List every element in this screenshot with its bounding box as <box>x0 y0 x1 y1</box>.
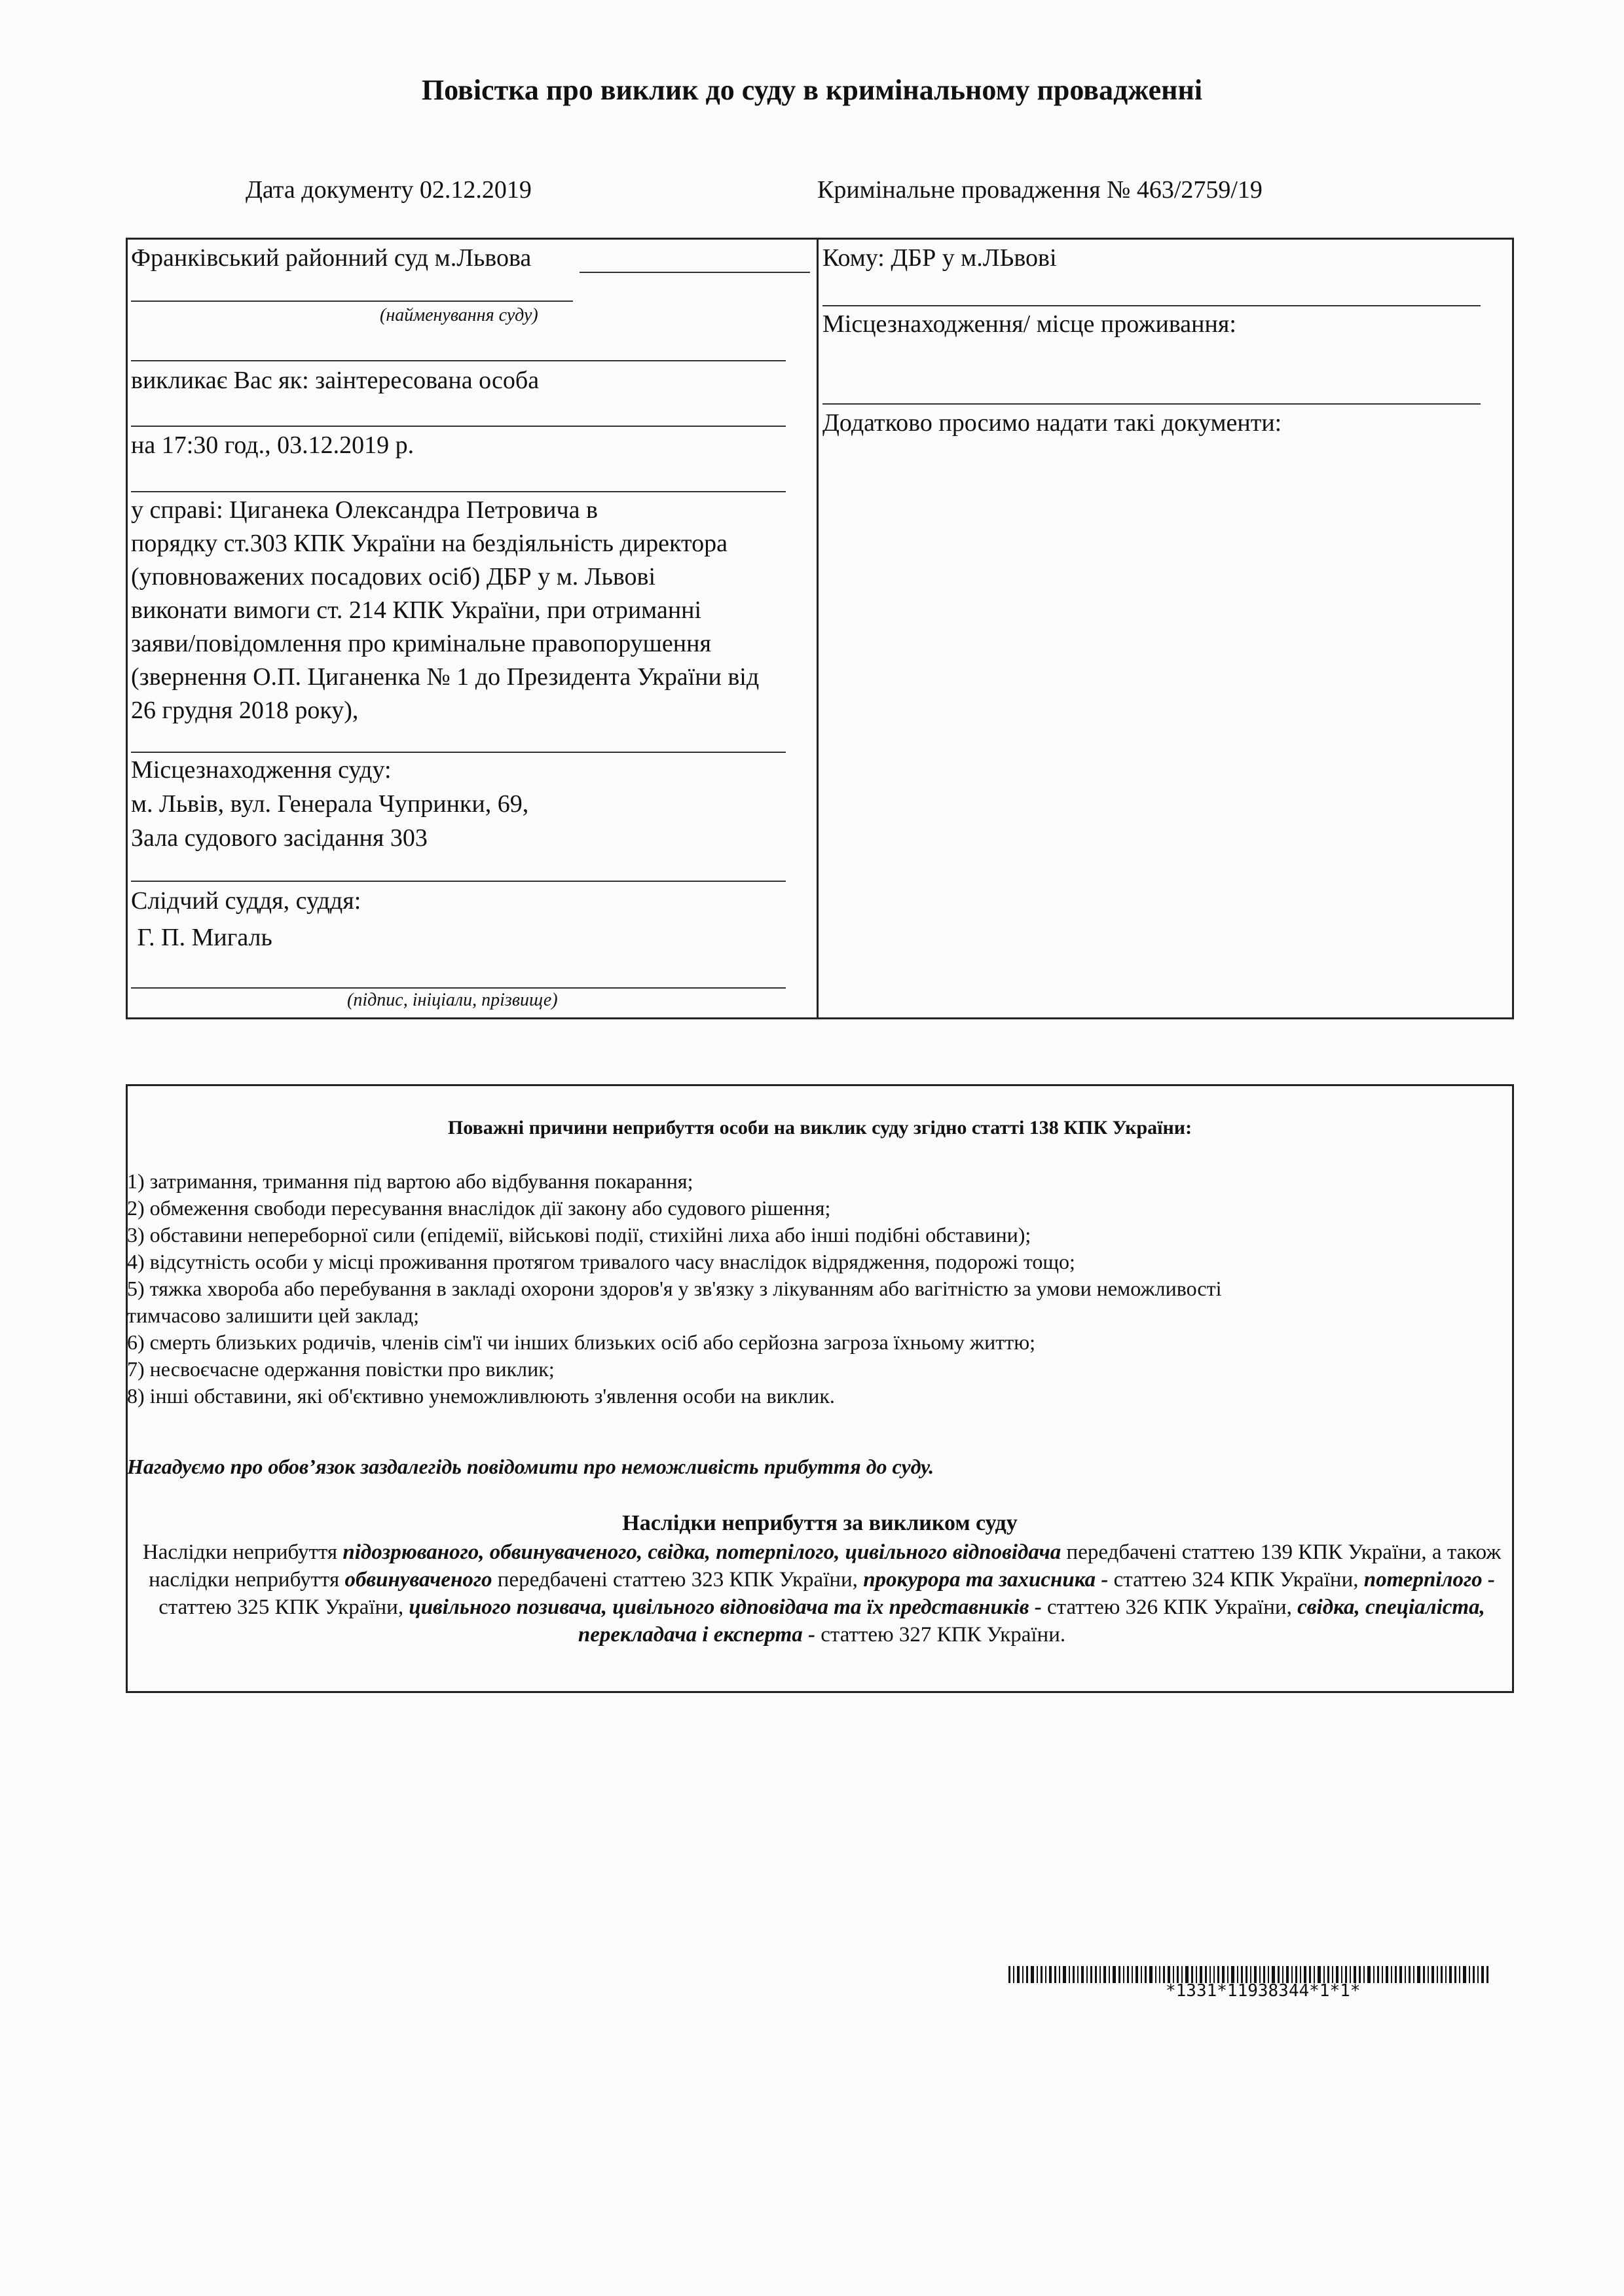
barcode-bar <box>1127 1966 1129 1983</box>
case-line: виконати вимоги ст. 214 КПК України, при отриманні <box>131 596 702 624</box>
barcode-bar <box>1077 1966 1079 1983</box>
line-3 <box>131 491 786 492</box>
line-1 <box>131 360 786 361</box>
barcode-bar <box>1486 1966 1488 1983</box>
barcode-bar <box>1063 1966 1066 1983</box>
consequences-segment: обвинуваченого <box>344 1568 492 1592</box>
court-name: Франківський районний суд м.Львова <box>131 244 532 272</box>
case-line: порядку ст.303 КПК України на бездіяльність директора <box>131 530 728 557</box>
barcode-bar <box>1026 1966 1028 1983</box>
case-description <box>131 494 759 727</box>
consequences-segment: статтею 324 КПК України, <box>1108 1568 1364 1592</box>
barcode-bar <box>1163 1966 1165 1983</box>
court-location-label: Місцезнаходження суду: <box>131 756 392 784</box>
barcode-bar <box>1123 1966 1124 1983</box>
barcode-bar <box>1413 1966 1414 1983</box>
barcode-bar <box>1135 1966 1138 1983</box>
barcode-bar <box>1109 1966 1110 1983</box>
consequences-segment: підозрюваного, обвинуваченого, свідка, потерпілого, цивільного відповідача <box>342 1540 1061 1564</box>
barcode-bar <box>1054 1966 1056 1983</box>
barcode-text: *1331*11938344*1*1* <box>1166 1981 1361 2001</box>
case-line: заяви/повідомлення про кримінальне правопорушення <box>131 630 711 657</box>
list-item: 7) несвоєчасне одержання повістки про виклик; <box>127 1357 555 1381</box>
barcode-bar <box>1449 1966 1452 1983</box>
barcode-bar <box>1454 1966 1456 1983</box>
document-date: Дата документу 02.12.2019 <box>246 176 532 204</box>
barcode-bar <box>1059 1966 1060 1983</box>
documents-label: Додатково просимо надати такі документи: <box>822 409 1282 437</box>
case-line: 26 грудня 2018 року), <box>131 697 359 724</box>
barcode-bar <box>1391 1966 1392 1983</box>
consequences-segment: статтею 327 КПК України. <box>815 1623 1066 1647</box>
barcode-bar <box>1159 1966 1160 1983</box>
barcode-bar <box>1399 1966 1402 1983</box>
list-item: 6) смерть близьких родичів, членів сім'ї чи інших близьких осіб або серйозна загроза їхньому життю; <box>127 1330 1036 1354</box>
case-line: (звернення О.П. Циганенка № 1 до Президента України від <box>131 663 760 691</box>
list-item: 8) інші обставини, які об'єктивно унеможливлюють з'явлення особи на виклик. <box>127 1384 835 1408</box>
list-item: 1) затримання, тримання під вартою або відбування покарання; <box>127 1169 693 1193</box>
judge-label: Слідчий суддя, суддя: <box>131 887 361 915</box>
consequences-text <box>134 1539 1509 1649</box>
barcode-bar <box>1417 1966 1420 1983</box>
barcode-bar <box>1405 1966 1406 1983</box>
reminder: Нагадуємо про обов’язок заздалегідь повідомити про неможливість прибуття до суду. <box>127 1455 934 1478</box>
barcode-bar <box>1423 1966 1425 1983</box>
court-location-room: Зала судового засідання 303 <box>131 824 428 852</box>
consequences-segment: потерпілого - <box>1363 1568 1495 1592</box>
barcode-bar <box>1386 1966 1388 1983</box>
barcode-bar <box>1428 1966 1429 1983</box>
barcode-bar <box>1382 1966 1383 1983</box>
barcode-bar <box>1086 1966 1088 1983</box>
recipient-line <box>822 305 1481 306</box>
appearance-time: на 17:30 год., 03.12.2019 р. <box>131 431 415 459</box>
court-location-address: м. Львів, вул. Генерала Чупринки, 69, <box>131 790 529 818</box>
consequences-segment: прокурора та захисника - <box>863 1568 1109 1592</box>
page-title: Повістка про виклик до суду в кримінальному провадженні <box>421 74 1203 106</box>
barcode-bar <box>1477 1966 1479 1983</box>
barcode-bar <box>1103 1966 1106 1983</box>
list-item: 3) обставини непереборної сили (епідемії, військові події, стихійні лиха або інші подібні обставини); <box>127 1223 1031 1247</box>
court-name-line <box>580 272 810 273</box>
summoned-as: викликає Вас як: заінтересована особа <box>131 367 540 394</box>
barcode-bar <box>1363 1966 1365 1983</box>
consequences-segment: свідка, спеціаліста, перекладача і експерта - <box>578 1595 1485 1647</box>
judge-name: Г. П. Мигаль <box>131 924 272 951</box>
barcode-bar <box>1008 1966 1010 1983</box>
reasons-list <box>127 1168 1509 1410</box>
signature-caption: (підпис, ініціали, прізвище) <box>347 990 558 1010</box>
barcode-bar <box>1081 1966 1084 1983</box>
list-item: 4) відсутність особи у місці проживання протягом тривалого часу внаслідок відрядження, подорожі тощо; <box>127 1250 1075 1273</box>
barcode-bar <box>1037 1966 1038 1983</box>
barcode-bar <box>1441 1966 1443 1983</box>
consequences-segment: передбачені статтею 139 КПК України, а також наслідки неприбуття <box>149 1540 1502 1592</box>
court-name-line-2 <box>131 301 573 302</box>
barcode-bar <box>1099 1966 1101 1983</box>
barcode-bar <box>1022 1966 1024 1983</box>
case-number: Кримінальне провадження № 463/2759/19 <box>817 176 1263 204</box>
barcode-bar <box>1469 1966 1470 1983</box>
consequences-segment: передбачені статтею 323 КПК України, <box>492 1568 864 1592</box>
barcode-bar <box>1090 1966 1092 1983</box>
barcode-bar <box>1377 1966 1379 1983</box>
summons-divider <box>817 238 819 1019</box>
barcode-bar <box>1017 1966 1020 1983</box>
barcode-bar <box>1459 1966 1460 1983</box>
barcode-bar <box>1155 1966 1156 1983</box>
line-5 <box>131 881 786 882</box>
barcode-bar <box>1149 1966 1153 1983</box>
barcode-bar <box>1431 1966 1434 1983</box>
recipient: Кому: ДБР у м.ЛЬвові <box>822 244 1057 272</box>
reasons-title: Поважні причини неприбуття особи на виклик суду згідно статті 138 КПК України: <box>447 1117 1192 1139</box>
barcode-bar <box>1113 1966 1116 1983</box>
barcode-bar <box>1073 1966 1075 1983</box>
barcode-bar <box>1132 1966 1133 1983</box>
barcode-bar <box>1463 1966 1466 1983</box>
list-item: 2) обмеження свободи пересування внаслідок дії закону або судового рішення; <box>127 1196 831 1220</box>
barcode-bar <box>1145 1966 1147 1983</box>
barcode-bar <box>1445 1966 1447 1983</box>
barcode-bar <box>1049 1966 1052 1983</box>
consequences-segment: статтею 326 КПК України, <box>1041 1595 1298 1619</box>
consequences-title: Наслідки неприбуття за викликом суду <box>622 1511 1018 1535</box>
barcode-bar <box>1013 1966 1014 1983</box>
barcode-bar <box>1141 1966 1142 1983</box>
barcode-bar <box>1409 1966 1411 1983</box>
signature-line <box>131 987 786 989</box>
consequences-segment: Наслідки неприбуття <box>142 1540 343 1564</box>
barcode-bar <box>1437 1966 1438 1983</box>
barcode-bar <box>1373 1966 1375 1983</box>
barcode-bar <box>1395 1966 1397 1983</box>
list-item: 5) тяжка хвороба або перебування в закладі охорони здоров'я у зв'язку з лікуванням або вагітністю за умови неможливості <box>127 1277 1222 1300</box>
barcode-bar <box>1481 1966 1484 1983</box>
consequences-segment: цивільного позивача, цивільного відповідача та їх представників - <box>409 1595 1042 1619</box>
residence-line <box>822 403 1481 405</box>
consequences-segment: статтею 325 КПК України, <box>158 1595 409 1619</box>
barcode-bar <box>1069 1966 1070 1983</box>
barcode-bar <box>1367 1966 1371 1983</box>
barcode-bar <box>1473 1966 1475 1983</box>
barcode-bar <box>1095 1966 1097 1983</box>
barcode-bar <box>1118 1966 1120 1983</box>
line-2 <box>131 426 786 427</box>
barcode-bar <box>1031 1966 1034 1983</box>
barcode-bar <box>1041 1966 1043 1983</box>
list-item: тимчасово залишити цей заклад; <box>127 1303 420 1327</box>
barcode-bar <box>1045 1966 1046 1983</box>
residence-label: Місцезнаходження/ місце проживання: <box>822 310 1236 338</box>
case-line: (уповноважених посадових осіб) ДБР у м. Львові <box>131 563 656 591</box>
court-name-caption: (найменування суду) <box>380 305 538 325</box>
case-line: у справі: Циганека Олександра Петровича в <box>131 496 598 524</box>
